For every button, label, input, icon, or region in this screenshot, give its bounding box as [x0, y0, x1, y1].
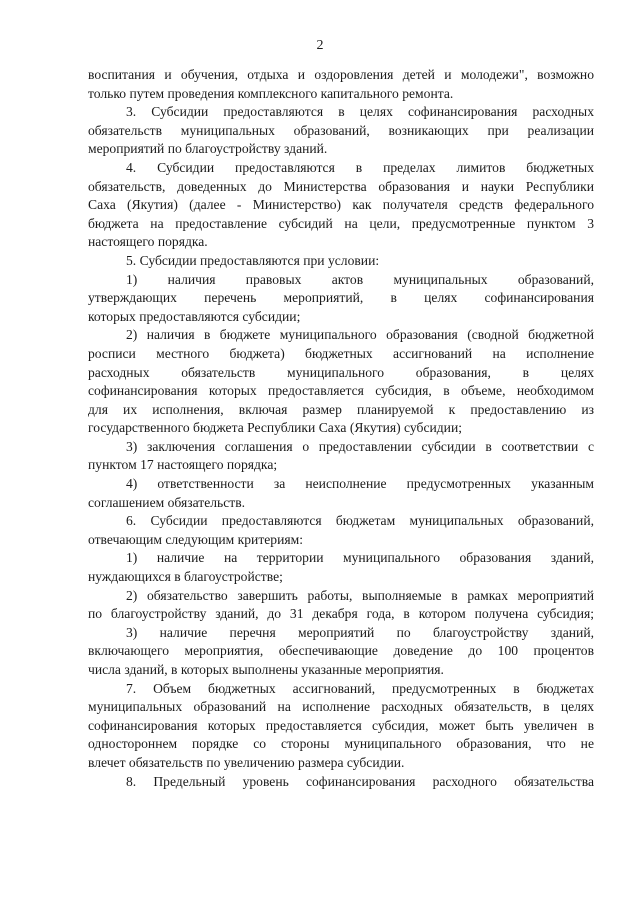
text-line: нуждающихся в благоустройстве;	[88, 569, 283, 585]
text-line: 4) ответственности за неисполнение предусмотренных указанным	[126, 476, 594, 492]
text-line: расходных обязательств муниципального образования, в целях	[88, 364, 594, 380]
text-line: 4. Субсидии предоставляются в пределах лимитов бюджетных	[126, 159, 594, 175]
text-line: которых предоставляются субсидии;	[88, 308, 301, 324]
text-line: 6. Субсидии предоставляются бюджетам муниципальных образований,	[126, 513, 594, 529]
document-body	[88, 66, 594, 791]
text-line: 1) наличие на территории муниципального образования зданий,	[126, 550, 594, 566]
text-line: утверждающих перечень мероприятий, в целях софинансирования	[88, 290, 594, 306]
text-line: 2) наличия в бюджете муниципального образования (сводной бюджетной	[126, 327, 594, 343]
page-number: 2	[316, 38, 324, 53]
text-line: 8. Предельный уровень софинансирования расходного обязательства	[126, 773, 594, 789]
text-line: государственного бюджета Республики Саха (Якутия) субсидии;	[88, 420, 462, 436]
text-line: числа зданий, в которых выполнены указанные мероприятия.	[88, 662, 444, 677]
text-line: 5. Субсидии предоставляются при условии:	[126, 252, 380, 268]
text-line: включающего мероприятия, обеспечивающие доведение до 100 процентов	[88, 643, 594, 659]
text-line: пунктом 17 настоящего порядка;	[88, 457, 278, 473]
text-line: 7. Объем бюджетных ассигнований, предусмотренных в бюджетах	[126, 680, 594, 696]
text-line: отвечающим следующим критериям:	[88, 531, 303, 547]
text-line: одностороннем порядке со стороны муниципального образования, что не	[88, 736, 594, 752]
text-line: 3. Субсидии предоставляются в целях софинансирования расходных	[126, 104, 594, 120]
text-line: росписи местного бюджета) бюджетных ассигнований на исполнение	[88, 345, 594, 361]
text-line: настоящего порядка.	[88, 234, 208, 250]
text-line: 3) заключения соглашения о предоставлении субсидии в соответствии с	[126, 438, 594, 454]
text-line: 1) наличия правовых актов муниципальных образований,	[126, 271, 594, 287]
text-line: бюджета на предоставление субсидий на цели, предусмотренные пунктом 3	[88, 215, 594, 231]
text-line: мероприятий по благоустройству зданий.	[88, 141, 328, 157]
text-line: Саха (Якутия) (далее - Министерство) как получателя средств федерального	[88, 197, 594, 213]
text-line: обязательств муниципальных образований, возникающих при реализации	[88, 122, 594, 138]
text-line: 3) наличие перечня мероприятий по благоустройству зданий,	[126, 624, 594, 640]
text-line: воспитания и обучения, отдыха и оздоровления детей и молодежи", возможно	[88, 67, 594, 82]
text-line: для их исполнения, включая размер планируемой к предоставлению из	[88, 401, 594, 417]
text-line: только путем проведения комплексного капитального ремонта.	[88, 85, 454, 101]
text-line: софинансирования которых предоставляется субсидия, может быть увеличен в	[88, 717, 594, 733]
text-line: муниципальных образований на исполнение расходных обязательств, в целях	[88, 699, 594, 715]
text-line: по благоустройству зданий, до 31 декабря года, в котором получена субсидия;	[88, 606, 594, 622]
text-line: соглашением обязательств.	[88, 494, 246, 510]
text-line: влечет обязательств по увеличению размера субсидии.	[88, 754, 405, 770]
text-line: софинансирования которых предоставляется субсидия, в объеме, необходимом	[88, 383, 594, 399]
text-line: обязательств, доведенных до Министерства образования и науки Республики	[88, 178, 594, 194]
text-line: 2) обязательство завершить работы, выполняемые в рамках мероприятий	[126, 587, 594, 603]
